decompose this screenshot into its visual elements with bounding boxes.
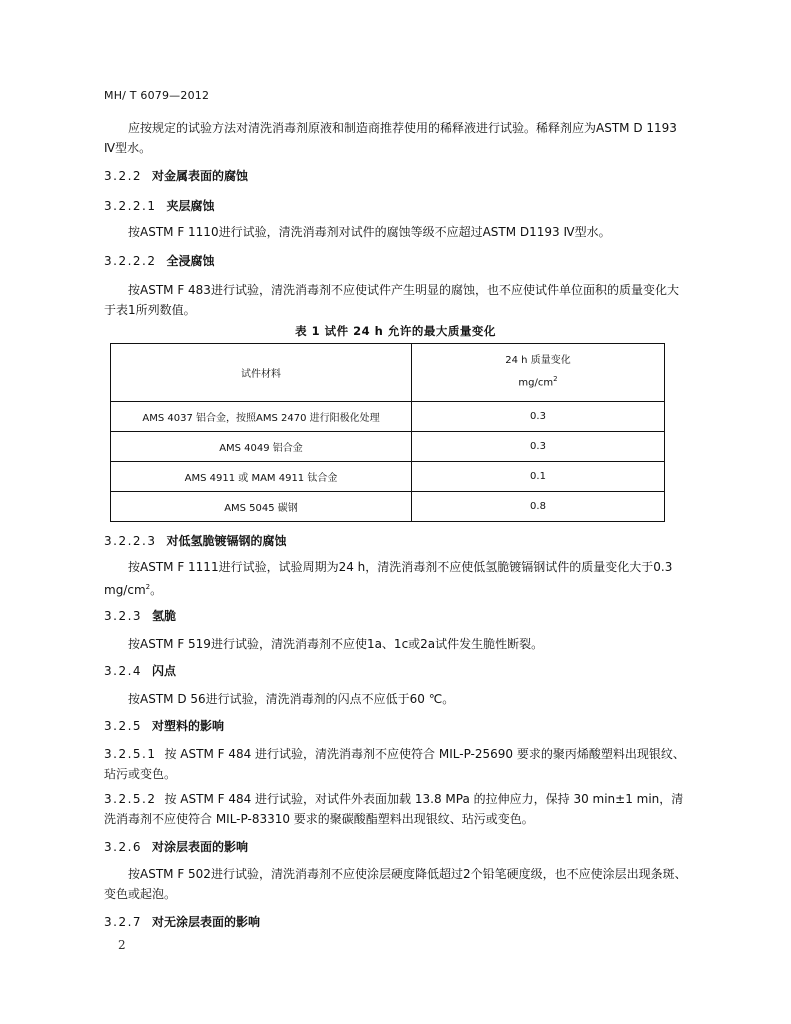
row-value: 0.3 <box>412 402 665 432</box>
table-row <box>111 492 665 522</box>
section-number: 3.2.2 <box>104 169 143 183</box>
section-title: 对金属表面的腐蚀 <box>152 169 249 183</box>
table-row <box>111 402 665 432</box>
section-number: 3.2.5 <box>104 719 143 733</box>
clause-text: 按 ASTM F 484 进行试验，清洗消毒剂不应使符合 MIL-P-25690 要求的聚丙烯酸塑料出现银纹、玷污或变色。 <box>104 747 685 781</box>
mass-change-table <box>110 343 665 522</box>
section-title: 全浸腐蚀 <box>166 254 215 268</box>
section-number: 3.2.4 <box>104 664 143 678</box>
section-3-2-2-3-text: 按ASTM F 1111进行试验，试验周期为24 h，清洗消毒剂不应使低氢脆镀镉钢试件的质量变化大于0.3 $mg/cm^2$。 <box>104 560 673 597</box>
section-number: 3.2.6 <box>104 840 143 854</box>
section-3-2-2-3-heading <box>104 532 287 549</box>
section-3-2-2-1-heading <box>104 197 215 214</box>
section-3-2-5-1-paragraph <box>104 744 687 784</box>
section-number: 3.2.2.3 <box>104 534 157 548</box>
header-mass-change-label: 24 h 质量变化 <box>505 355 571 367</box>
section-3-2-3-heading <box>104 607 176 624</box>
document-header: MH/ T 6079—2012 <box>104 89 210 102</box>
section-3-2-5-2-paragraph <box>104 789 687 829</box>
section-title: 氢脆 <box>152 609 177 623</box>
section-3-2-2-heading <box>104 167 248 184</box>
section-3-2-2-1-text: 按ASTM F 1110进行试验，清洗消毒剂对试件的腐蚀等级不应超过ASTM D1193 Ⅳ型水。 <box>128 225 611 239</box>
clause-number: 3.2.5.2 <box>104 792 157 806</box>
section-title: 闪点 <box>152 664 177 678</box>
header-mass-change <box>412 344 665 402</box>
table-row <box>111 462 665 492</box>
section-3-2-4-text: 按ASTM D 56进行试验，清洗消毒剂的闪点不应低于60 ℃。 <box>128 692 455 706</box>
intro-paragraph: 应按规定的试验方法对清洗消毒剂原液和制造商推荐使用的稀释液进行试验。稀释剂应为ASTM D 1193 Ⅳ型水。 <box>104 121 677 155</box>
table-caption: 表 1 试件 24 h 允许的最大质量变化 <box>295 324 496 338</box>
row-material: AMS 4911 或 MAM 4911 钛合金 <box>111 462 412 492</box>
row-value: 0.8 <box>412 492 665 522</box>
row-material: AMS 4037 铝合金，按照AMS 2470 进行阳极化处理 <box>111 402 412 432</box>
header-mass-change-unit: $mg/cm^2$ <box>518 375 558 389</box>
section-number: 3.2.3 <box>104 609 143 623</box>
section-title: 对无涂层表面的影响 <box>152 915 261 929</box>
section-3-2-2-2-heading <box>104 252 215 269</box>
row-value: 0.3 <box>412 432 665 462</box>
section-title: 对塑料的影响 <box>152 719 225 733</box>
section-3-2-6-heading <box>104 838 248 855</box>
section-3-2-4-heading <box>104 662 176 679</box>
row-material: AMS 4049 铝合金 <box>111 432 412 462</box>
header-material: 试件材料 <box>111 344 412 402</box>
row-material: AMS 5045 碳钢 <box>111 492 412 522</box>
table-row <box>111 432 665 462</box>
section-3-2-3-text: 按ASTM F 519进行试验，清洗消毒剂不应使1a、1c或2a试件发生脆性断裂。 <box>128 637 544 651</box>
section-3-2-6-text: 按ASTM F 502进行试验，清洗消毒剂不应使涂层硬度降低超过2个铅笔硬度级，也不应使涂层出现条斑、变色或起泡。 <box>104 867 687 901</box>
row-value: 0.1 <box>412 462 665 492</box>
section-number: 3.2.2.2 <box>104 254 157 268</box>
section-number: 3.2.7 <box>104 915 143 929</box>
section-title: 夹层腐蚀 <box>166 199 215 213</box>
section-3-2-2-2-text: 按ASTM F 483进行试验，清洗消毒剂不应使试件产生明显的腐蚀，也不应使试件单位面积的质量变化大于表1所列数值。 <box>104 283 679 317</box>
section-title: 对涂层表面的影响 <box>152 840 249 854</box>
section-3-2-5-heading <box>104 717 224 734</box>
table-header-row <box>111 344 665 402</box>
section-number: 3.2.2.1 <box>104 199 157 213</box>
clause-number: 3.2.5.1 <box>104 747 157 761</box>
section-title: 对低氢脆镀镉钢的腐蚀 <box>166 534 287 548</box>
section-3-2-7-heading <box>104 913 260 930</box>
page-number: 2 <box>118 938 126 952</box>
clause-text: 按 ASTM F 484 进行试验，对试件外表面加载 13.8 MPa 的拉伸应力，保持 30 min±1 min，清洗消毒剂不应使符合 MIL-P-83310 要求的聚碳酸酯塑料出现银纹、玷污或变色。 <box>104 792 684 826</box>
